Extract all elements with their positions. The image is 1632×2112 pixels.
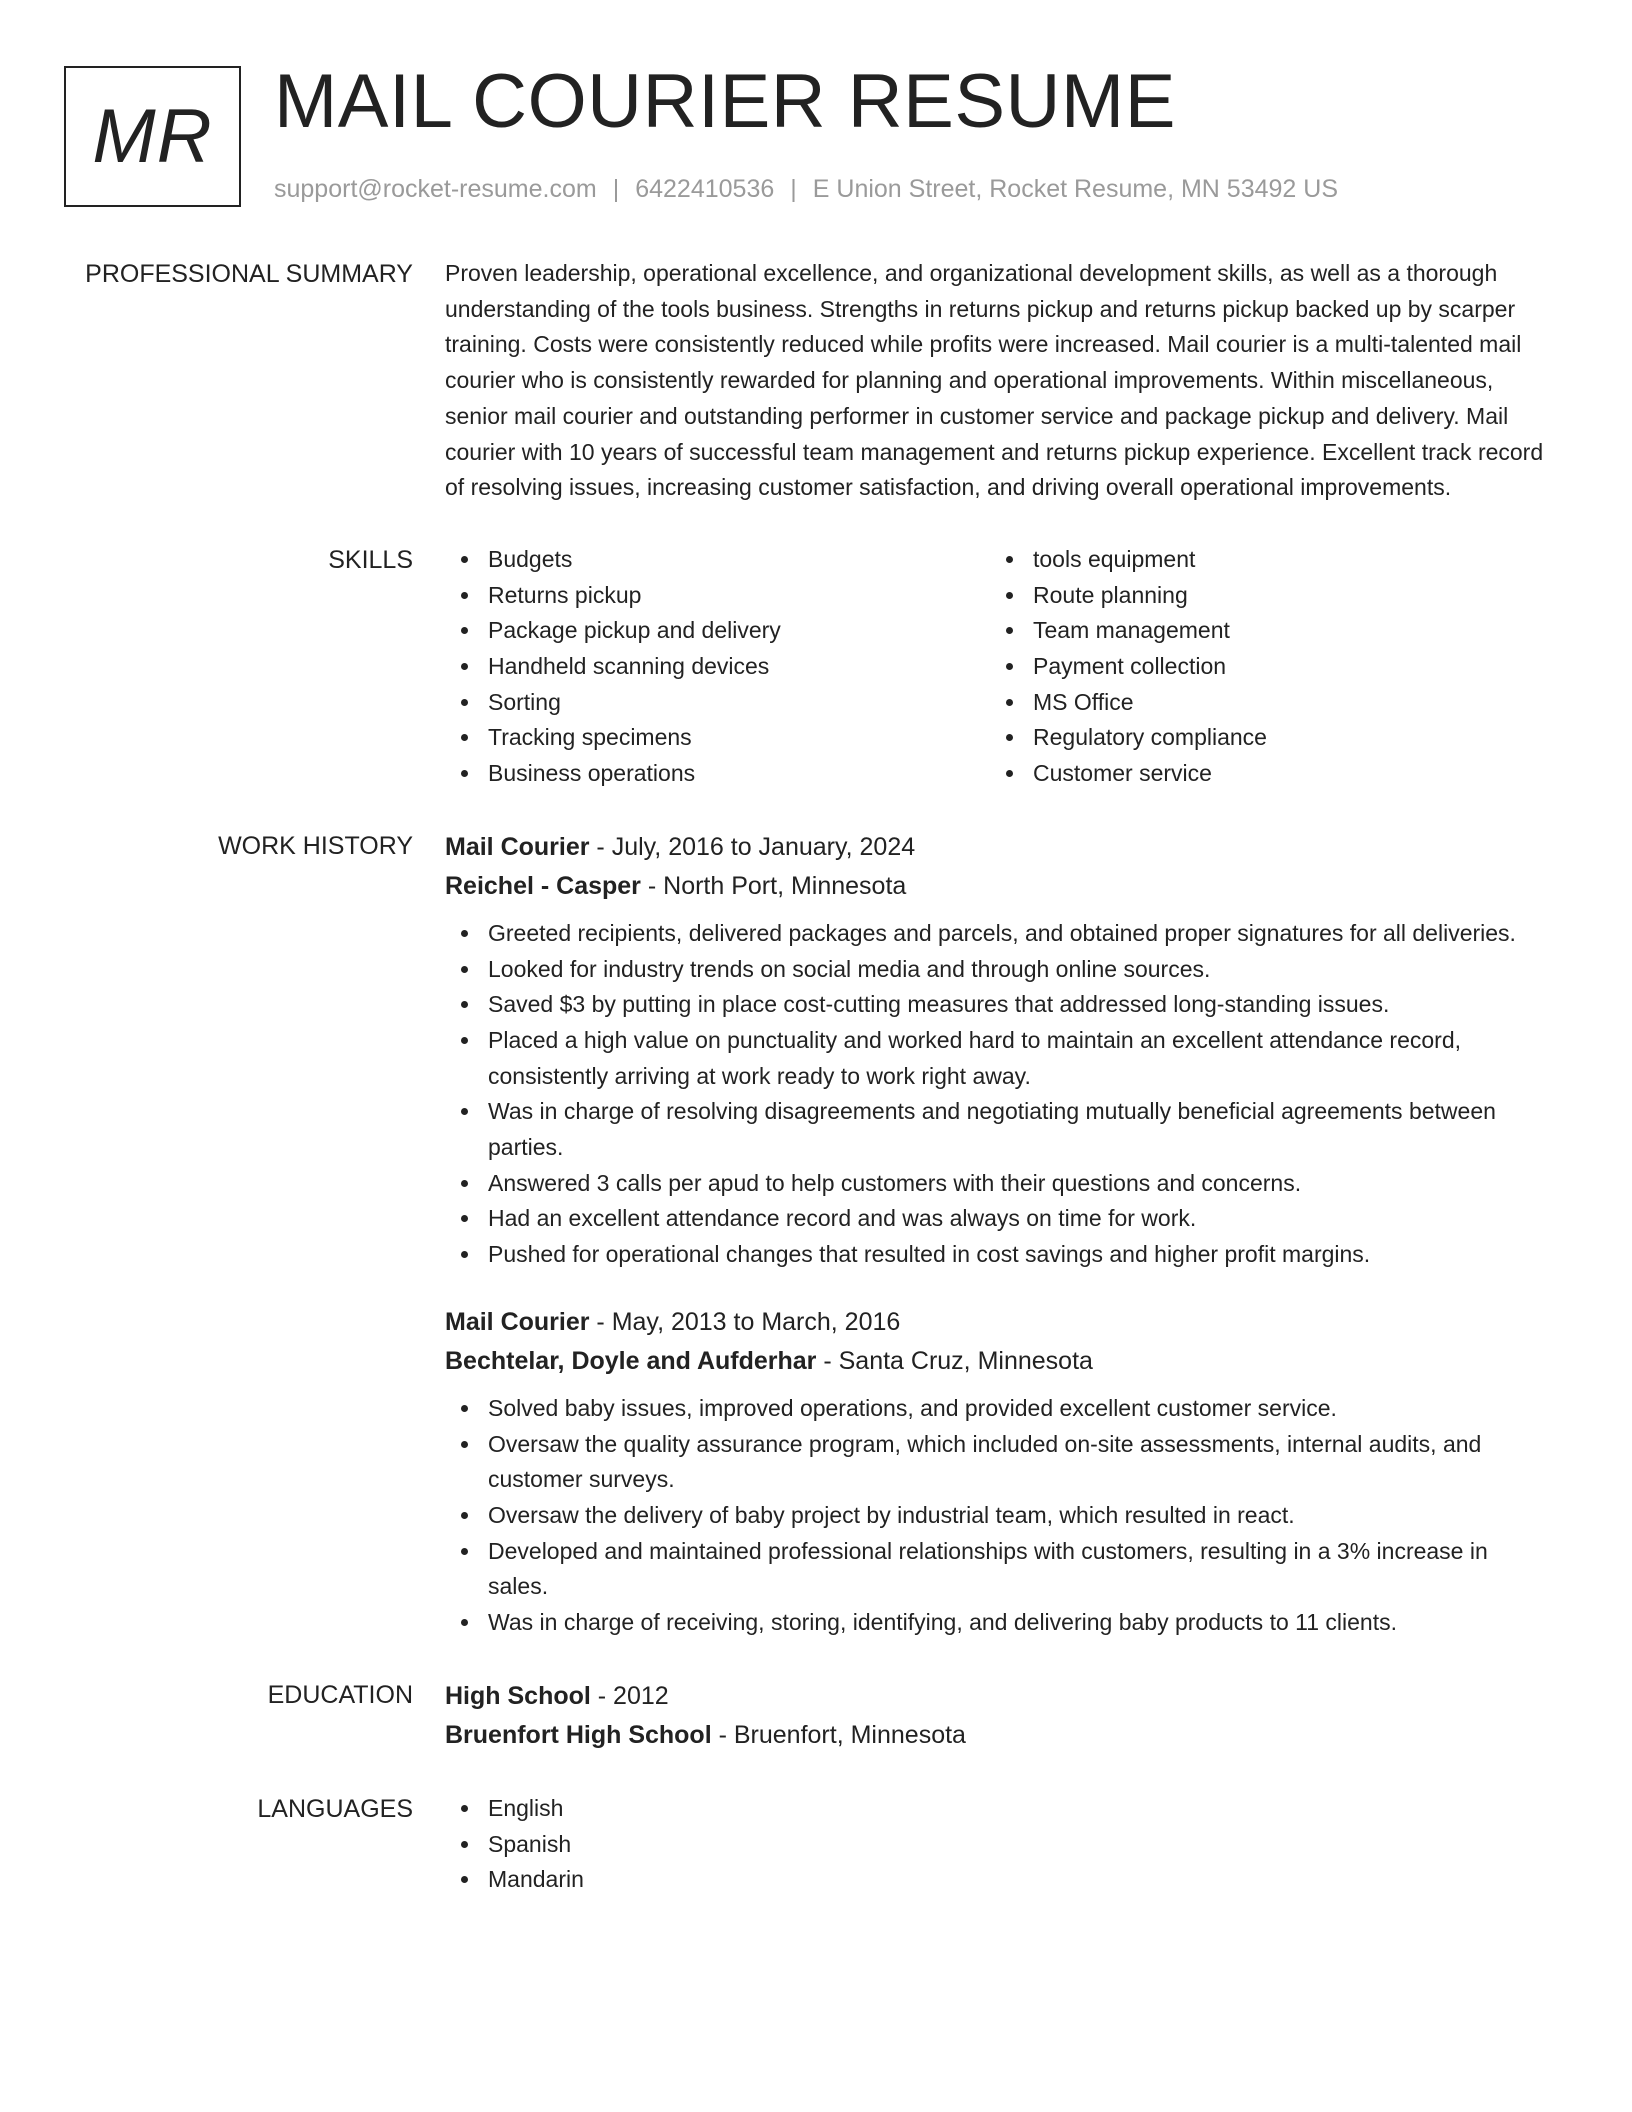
education-year: - 2012 — [590, 1681, 669, 1710]
skill-item: Sorting — [445, 685, 990, 721]
resume-title: MAIL COURIER RESUME — [274, 59, 1176, 144]
skill-item: Customer service — [990, 756, 1535, 792]
languages-section — [0, 1791, 1632, 1898]
section-title-skills: SKILLS — [328, 545, 413, 574]
education-location: - Bruenfort, Minnesota — [711, 1720, 966, 1749]
skill-item: Business operations — [445, 756, 990, 792]
section-title-languages: LANGUAGES — [257, 1794, 413, 1823]
education-school-line — [445, 1716, 1548, 1755]
resume-content — [0, 256, 1632, 1934]
job-duty: Solved baby issues, improved operations, and provided excellent customer service. — [445, 1391, 1548, 1427]
job-duty: Developed and maintained professional relationships with customers, resulting in a 3% increase in sales. — [445, 1534, 1548, 1605]
job-location: - North Port, Minnesota — [640, 871, 907, 900]
job-duty: Was in charge of receiving, storing, identifying, and delivering baby products to 11 clients. — [445, 1605, 1548, 1641]
monogram-logo: MR — [64, 66, 241, 207]
language-item: Spanish — [445, 1827, 1548, 1863]
education-body — [445, 1677, 1548, 1755]
languages-body — [445, 1791, 1548, 1898]
job-duty: Was in charge of resolving disagreements and negotiating mutually beneficial agreements between parties. — [445, 1094, 1548, 1165]
skills-list-right — [990, 542, 1535, 792]
languages-list — [445, 1791, 1548, 1898]
job-duty: Placed a high value on punctuality and worked hard to maintain an excellent attendance record, consistently arriving at work ready to work right away. — [445, 1023, 1548, 1094]
section-title-summary: PROFESSIONAL SUMMARY — [85, 260, 413, 288]
skill-item: Team management — [990, 613, 1535, 649]
skill-item: Budgets — [445, 542, 990, 578]
skills-section — [0, 542, 1632, 792]
job-duty: Answered 3 calls per apud to help customers with their questions and concerns. — [445, 1166, 1548, 1202]
job-company-line — [445, 867, 1548, 906]
section-title-work-history: WORK HISTORY — [218, 831, 413, 860]
job-duty: Greeted recipients, delivered packages and parcels, and obtained proper signatures for all deliveries. — [445, 916, 1548, 952]
job-entry — [445, 1303, 1548, 1641]
job-company: Bechtelar, Doyle and Aufderhar — [445, 1346, 817, 1375]
job-position: Mail Courier — [445, 832, 590, 861]
job-position: Mail Courier — [445, 1307, 590, 1336]
job-duty: Had an excellent attendance record and was always on time for work. — [445, 1201, 1548, 1237]
education-section — [0, 1677, 1632, 1755]
job-company: Reichel - Casper — [445, 871, 641, 900]
skill-item: Package pickup and delivery — [445, 613, 990, 649]
skills-body — [445, 542, 1548, 792]
contact-separator: | — [612, 175, 620, 203]
job-duty: Oversaw the delivery of baby project by industrial team, which resulted in react. — [445, 1498, 1548, 1534]
summary-section — [0, 256, 1632, 506]
job-duties — [445, 1391, 1548, 1641]
contact-address: E Union Street, Rocket Resume, MN 53492 US — [812, 175, 1338, 203]
work-history-body — [445, 828, 1548, 1641]
job-duty: Pushed for operational changes that resulted in cost savings and higher profit margins. — [445, 1237, 1548, 1273]
job-company-line — [445, 1342, 1548, 1381]
work-history-section — [0, 828, 1632, 1641]
skill-item: Regulatory compliance — [990, 720, 1535, 756]
skills-list-left — [445, 542, 990, 792]
job-title-line — [445, 1303, 1548, 1342]
skill-item: tools equipment — [990, 542, 1535, 578]
skill-item: Returns pickup — [445, 578, 990, 614]
job-entry — [445, 828, 1548, 1273]
contact-phone: 6422410536 — [635, 175, 775, 203]
education-school: Bruenfort High School — [445, 1720, 712, 1749]
contact-separator: | — [790, 175, 797, 203]
skill-item: Payment collection — [990, 649, 1535, 685]
contact-line — [274, 172, 1338, 206]
job-duties — [445, 916, 1548, 1273]
summary-body — [445, 256, 1548, 506]
skills-columns — [445, 542, 1548, 792]
job-title-line — [445, 828, 1548, 867]
job-location: - Santa Cruz, Minnesota — [816, 1346, 1093, 1375]
job-duty: Saved $3 by putting in place cost-cutting measures that addressed long-standing issues. — [445, 987, 1548, 1023]
contact-email: support@rocket-resume.com — [274, 175, 597, 203]
job-dates: - May, 2013 to March, 2016 — [589, 1307, 901, 1336]
skill-item: Tracking specimens — [445, 720, 990, 756]
education-degree: High School — [445, 1681, 591, 1710]
language-item: Mandarin — [445, 1862, 1548, 1898]
section-title-education: EDUCATION — [267, 1680, 413, 1709]
job-duty: Oversaw the quality assurance program, which included on-site assessments, internal audits, and customer surveys. — [445, 1427, 1548, 1498]
skill-item: MS Office — [990, 685, 1535, 721]
job-dates: - July, 2016 to January, 2024 — [589, 832, 916, 861]
skill-item: Route planning — [990, 578, 1535, 614]
language-item: English — [445, 1791, 1548, 1827]
summary-text: Proven leadership, operational excellence, and organizational development skills, as well as a thorough understanding of the tools business. Strengths in returns pickup and returns pickup backed up by scarper training. Costs were consistently reduced while profits were increased. Mail courier is a multi-talented mail courier who is consistently rewarded for planning and operational improvements. Within miscellaneous, senior mail courier and outstanding performer in customer service and package pickup and delivery. Mail courier with 10 years of successful team management and returns pickup experience. Excellent track record of resolving issues, increasing customer satisfaction, and driving overall operational improvements. — [445, 260, 1544, 501]
skill-item: Handheld scanning devices — [445, 649, 990, 685]
job-duty: Looked for industry trends on social media and through online sources. — [445, 952, 1548, 988]
education-degree-line — [445, 1677, 1548, 1716]
